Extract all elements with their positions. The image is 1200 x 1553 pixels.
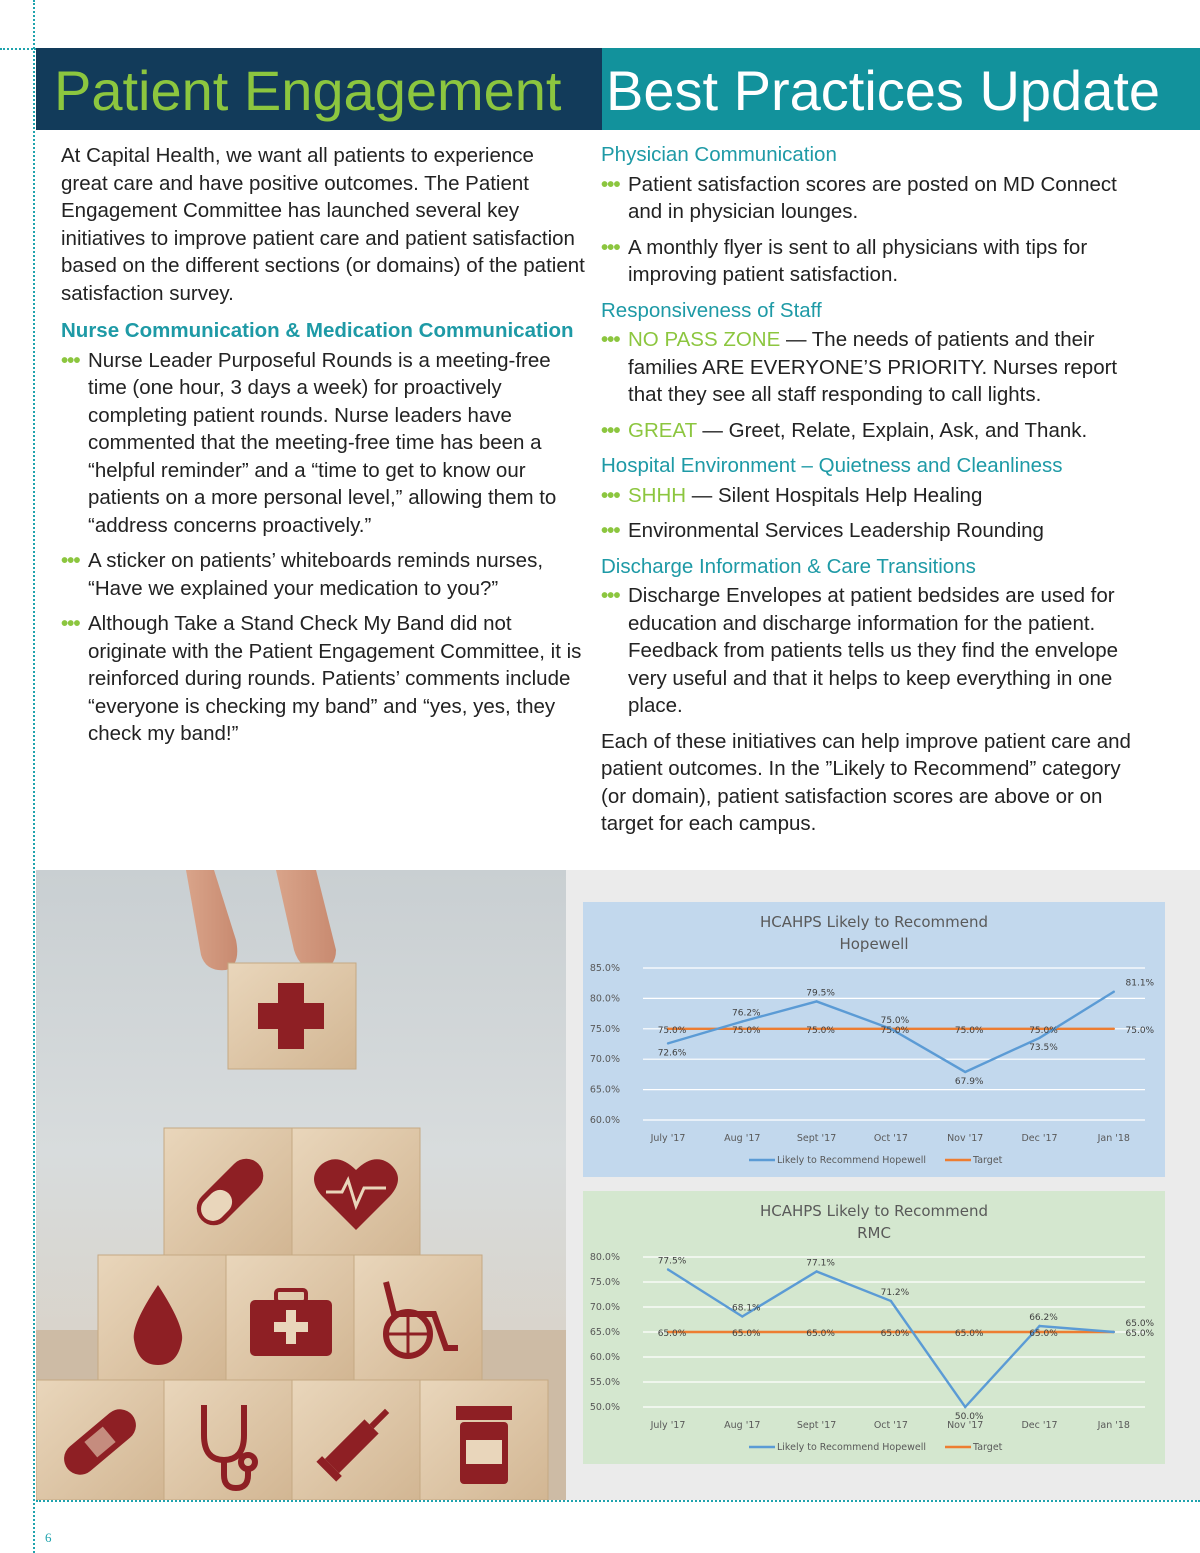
y-tick-label: 70.0% [589,1302,620,1313]
y-tick-label: 55.0% [589,1377,620,1388]
data-point [1113,991,1115,993]
x-tick-label: Nov '17 [947,1420,984,1431]
list-item [61,610,585,748]
x-tick-label: Aug '17 [724,1420,761,1431]
data-label: 75.0% [1125,1025,1155,1036]
data-label: 77.5% [657,1256,687,1267]
left-column [61,142,585,756]
x-tick-label: Nov '17 [947,1133,984,1144]
x-tick-label: Oct '17 [873,1133,908,1144]
y-tick-label: 60.0% [589,1352,620,1363]
finger-left [186,870,237,970]
bullet-dots-icon: ••• [601,418,620,442]
right-column [601,141,1141,838]
list-item [61,547,585,602]
x-tick-label: Sept '17 [796,1420,837,1431]
list-item [601,582,1141,720]
y-tick-label: 50.0% [589,1402,620,1413]
section-heading-physician: Physician Communication [601,143,837,166]
top-dotted-rule [0,48,36,50]
line-chart-hopewell [583,902,1165,1177]
data-label: 81.1% [1125,978,1155,989]
chart-title: HCAHPS Likely to Recommend [759,1202,989,1220]
data-label: 65.0% [732,1329,761,1339]
data-label: 68.1% [732,1303,761,1314]
bottom-dotted-rule [36,1500,1200,1502]
chart-panel-rmc [583,1191,1165,1464]
list-item [601,482,1141,510]
data-label: 75.0% [806,1025,835,1036]
section-heading-environment: Hospital Environment – Quietness and Cleanliness [601,454,1063,477]
list-item [61,347,585,540]
bullet-dots-icon: ••• [601,519,620,542]
list-item-text: Discharge Envelopes at patient bedsides are used for education and discharge information for the patient. Feedback from patients tells us they find the envelope very useful and that it helps to keep everything in one place. [628,584,1119,717]
list-item-text: Although Take a Stand Check My Band did not originate with the Patient Engagement Committee, it is reinforced during rounds. Patients’ comments include “everyone is checking my band” and “yes, yes, they check my band!” [88,612,582,745]
section-heading-discharge: Discharge Information & Care Transitions [601,554,976,578]
y-tick-label: 80.0% [589,993,620,1005]
data-point [667,1268,669,1270]
list-item-text: A sticker on patients’ whiteboards reminds nurses, “Have we explained your medication to you?” [88,549,544,600]
data-label: 75.0% [880,1015,910,1026]
list-item-text: Nurse Leader Purposeful Rounds is a meeting-free time (one hour, 3 days a week) for proactively completing patient rounds. Nurse leaders have commented that the meeting-free time has been a “helpful reminder” and a “time to get to know our patients on a more personal level,” allowing them to “address concerns proactively.” [88,348,557,537]
page-number: 6 [45,1530,52,1545]
data-label: 65.0% [1125,1329,1155,1339]
finger-right [276,870,336,970]
list-item-text: A monthly flyer is sent to all physicians with tips for improving patient satisfaction. [628,235,1088,286]
banner-left-panel [36,48,602,130]
bullet-dots-icon: ••• [601,328,620,351]
x-tick-label: July '17 [650,1420,686,1431]
data-point [815,1270,817,1272]
x-tick-label: Dec '17 [1021,1420,1058,1431]
bullet-dots-icon: ••• [61,348,80,372]
section-heading-nurse-communication: Nurse Communication & Medication Communication [61,319,574,342]
banner-right-panel [602,48,1200,130]
data-point [964,1071,966,1073]
legend-label-target: Target [973,1442,1003,1453]
bullet-dots-icon: ••• [601,483,620,507]
data-point [964,1406,966,1408]
x-tick-label: Jan '18 [1097,1133,1130,1144]
bullet-dots-icon: ••• [601,235,620,259]
list-item-text: — The needs of patients and their families ARE EVERYONE’S PRIORITY. Nurses report that they see all staff responding to call lights. [628,328,1118,406]
left-dotted-rule [33,0,35,1553]
x-tick-label: Aug '17 [724,1133,761,1144]
data-point [741,1315,743,1317]
bullet-dots-icon: ••• [601,172,620,196]
list-item [601,326,1141,409]
data-label: 71.2% [880,1288,910,1298]
blocks-illustration [36,870,566,1500]
list-item-text: Environmental Services Leadership Rounding [628,519,1044,542]
y-tick-label: 65.0% [589,1084,620,1096]
data-point [1038,1325,1040,1327]
data-label: 79.5% [806,988,835,999]
list-item-tag: GREAT [628,418,697,442]
list-item-tag: NO PASS ZONE [628,328,781,351]
chart-subtitle: Hopewell [839,935,909,953]
chart-panel-hopewell [583,902,1165,1177]
data-label: 76.2% [732,1008,761,1019]
bullet-dots-icon: ••• [61,549,80,572]
section-heading-responsiveness: Responsiveness of Staff [601,298,822,322]
data-label: 72.6% [657,1048,687,1059]
x-tick-label: Sept '17 [796,1133,837,1144]
closing-paragraph: Each of these initiatives can help improve patient care and patient outcomes. In the ”Likely to Recommend” category (or domain), patient satisfaction scores are above or on target for each campus. [601,729,1131,835]
data-label: 75.0% [657,1025,687,1036]
data-label: 73.5% [1029,1042,1058,1053]
pill-bottle-icon [456,1406,512,1484]
data-label: 65.0% [657,1329,687,1339]
list-item [601,234,1141,289]
data-label: 77.1% [806,1258,835,1269]
intro-paragraph: At Capital Health, we want all patients to experience great care and have positive outcomes. The Patient Engagement Committee has launched several key initiatives to improve patient care and patient satisfaction based on the different sections (or domains) of the patient satisfaction survey. [61,144,585,305]
title-banner [36,48,1200,130]
y-tick-label: 60.0% [589,1115,620,1126]
list-item [601,517,1141,545]
banner-title-left: Patient Engagement [54,59,562,122]
y-tick-label: 80.0% [589,1252,620,1263]
list-item [601,171,1141,226]
list-item-text: Patient satisfaction scores are posted on MD Connect and in physician lounges. [628,172,1117,223]
list-item-text: — Silent Hospitals Help Healing [686,483,983,507]
data-label: 75.0% [880,1025,910,1036]
legend-label-main: Likely to Recommend Hopewell [777,1442,926,1453]
x-tick-label: Dec '17 [1021,1133,1058,1144]
legend-label-main: Likely to Recommend Hopewell [777,1155,926,1166]
data-label: 50.0% [954,1412,984,1422]
data-point [667,1042,669,1044]
data-point [890,1300,892,1302]
x-tick-label: Oct '17 [873,1420,908,1431]
line-chart-rmc [583,1191,1165,1464]
y-tick-label: 70.0% [589,1054,620,1066]
data-label: 75.0% [1029,1025,1058,1036]
data-label: 65.0% [1029,1329,1058,1339]
data-point [741,1020,743,1022]
data-point [1113,1331,1115,1333]
chart-subtitle: RMC [857,1224,891,1242]
data-label: 66.2% [1029,1313,1058,1323]
bullet-dots-icon: ••• [61,612,80,635]
y-tick-label: 65.0% [589,1327,620,1338]
data-label: 67.9% [954,1076,984,1087]
data-point [815,1000,817,1002]
x-tick-label: July '17 [650,1133,686,1144]
list-item-text: — Greet, Relate, Explain, Ask, and Thank. [696,418,1088,442]
data-point [1038,1037,1040,1039]
list-item-tag: SHHH [628,483,687,507]
bullet-dots-icon: ••• [601,584,620,607]
y-tick-label: 85.0% [589,963,620,974]
x-tick-label: Jan '18 [1097,1420,1130,1431]
medical-blocks-photo [36,870,566,1500]
legend-label-target: Target [973,1155,1003,1166]
banner-title-right: Best Practices Update [606,59,1161,122]
data-label: 75.0% [954,1025,984,1036]
data-point [1113,1028,1115,1030]
data-label: 75.0% [732,1025,761,1036]
chart-title: HCAHPS Likely to Recommend [759,913,989,931]
y-tick-label: 75.0% [589,1023,620,1035]
data-label: 65.0% [806,1329,835,1339]
data-label: 65.0% [880,1329,910,1339]
list-item [601,417,1141,445]
data-label: 65.0% [1125,1319,1155,1329]
y-tick-label: 75.0% [589,1277,620,1288]
data-label: 65.0% [954,1329,984,1339]
